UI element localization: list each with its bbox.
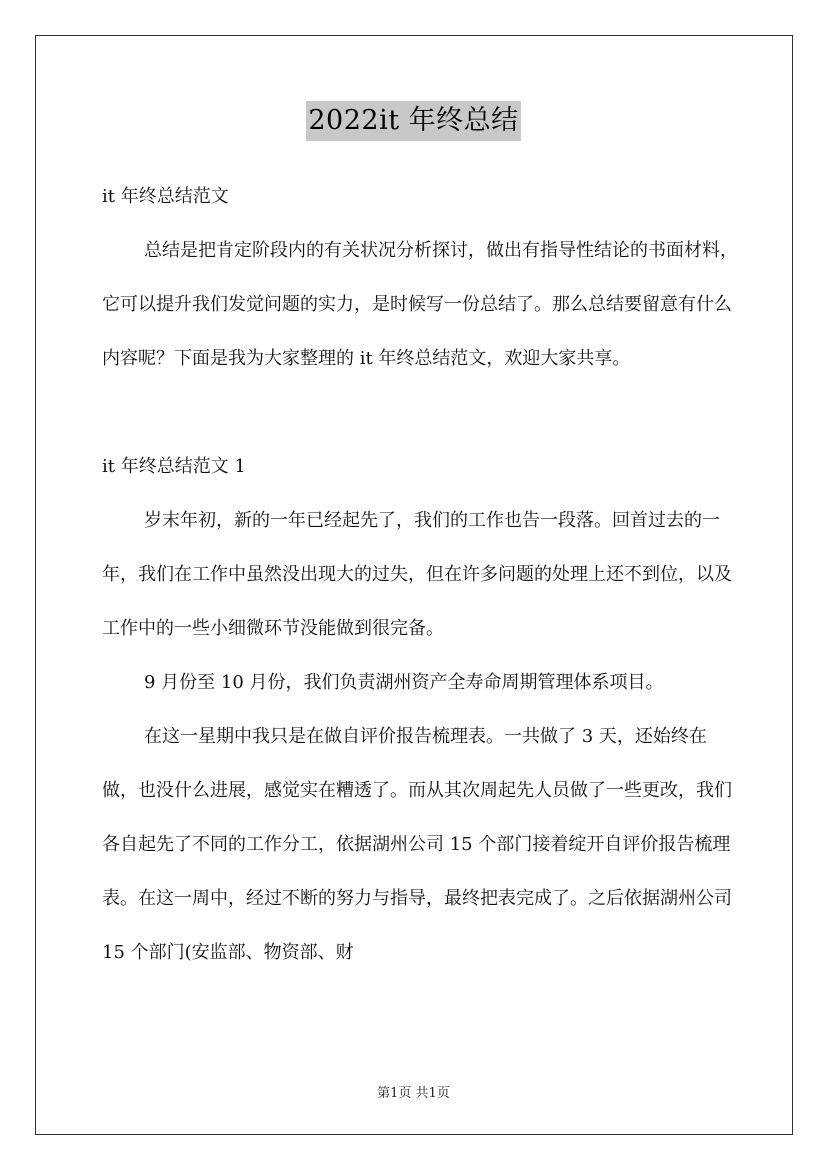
document-body <box>102 170 742 980</box>
title-container <box>0 101 827 141</box>
body-paragraph: 岁末年初，新的一年已经起先了，我们的工作也告一段落。回首过去的一年，我们在工作中虽然没出现大的过失，但在许多问题的处理上还不到位，以及工作中的一些小细微环节没能做到很完备。 <box>102 510 732 639</box>
blank-line <box>102 386 742 440</box>
body-paragraph: 9 月份至 10 月份，我们负责湖州资产全寿命周期管理体系项目。 <box>144 672 664 693</box>
page-footer: 第1页 共1页 <box>377 1086 450 1101</box>
intro-paragraph: 总结是把肯定阶段内的有关状况分析探讨，做出有指导性结论的书面材料，它可以提升我们发觉问题的实力，是时候写一份总结了。那么总结要留意有什么内容呢？下面是我为大家整理的 it 年终总结范文，欢迎大家共享。 <box>102 240 738 369</box>
document-title: 2022it 年终总结 <box>306 101 520 141</box>
body-paragraph: 在这一星期中我只是在做自评价报告梳理表。一共做了 3 天，还始终在做，也没什么进展，感觉实在糟透了。而从其次周起先人员做了一些更改，我们各自起先了不同的工作分工，依据湖州公司 15 个部门接着绽开自评价报告梳理表。在这一周中，经过不断的努力与指导，最终把表完成了。之后依据湖州公司 15 个部门(安监部、物资部、财 <box>102 726 732 963</box>
section-heading: it 年终总结范文 <box>102 186 229 207</box>
section-heading: it 年终总结范文 1 <box>102 456 246 477</box>
